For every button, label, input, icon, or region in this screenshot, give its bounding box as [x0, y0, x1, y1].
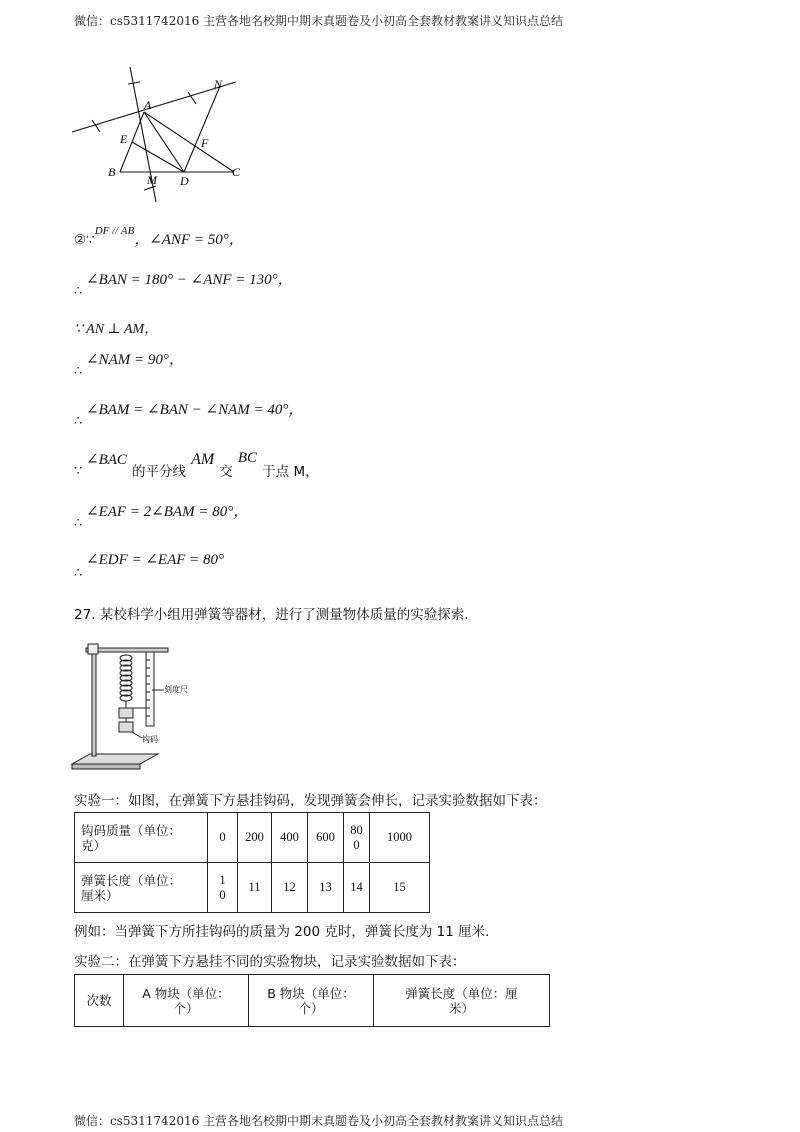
experiment-1-text: 实验一：如图，在弹簧下方悬挂钩码，发现弹簧会伸长，记录实验数据如下表： — [74, 793, 547, 809]
step-8-symbol: ∴ — [74, 566, 83, 581]
spring-apparatus-figure — [70, 634, 190, 778]
step-5-symbol: ∴ — [74, 414, 83, 429]
experiment-2-text: 实验二：在弹簧下方悬挂不同的实验物块，记录实验数据如下表： — [74, 954, 466, 970]
label-b: B — [108, 165, 116, 179]
label-n: N — [214, 77, 223, 91]
page-header: 微信：cs5311742016 主营各地名校期中期末真题卷及小初高全套教材教案讲义知识点总结 — [74, 14, 564, 28]
step-6: ∠BAC $_{的平分线}$ AM $_交$ BC $_{于点 M,}$ — [86, 450, 319, 480]
table-experiment-1 — [74, 812, 430, 913]
label-d: D — [180, 174, 189, 188]
step-2-symbol: ∴ — [74, 284, 83, 299]
step-7: ∠EAF = 2∠BAM = 80°， — [86, 504, 249, 520]
example-text: 例如：当弹簧下方所挂钩码的质量为 200 克时，弹簧长度为 11 厘米． — [74, 924, 499, 940]
step-4: ∠NAM = 90°， — [86, 352, 184, 368]
ruler-label: 刻度尺 — [164, 685, 188, 694]
page-footer: 微信：cs5311742016 主营各地名校期中期末真题卷及小初高全套教材教案讲义知识点总结 — [74, 1114, 564, 1128]
table-row: 次数 A 物块（单位： 个） B 物块（单位： 个） 弹簧长度（单位：厘 米） — [75, 975, 550, 1027]
weight-label: 钩码 — [142, 735, 158, 744]
step-7-symbol: ∴ — [74, 516, 83, 531]
table-row: 弹簧长度（单位： 厘米） 1 0 11 12 13 14 15 — [75, 863, 430, 913]
geometry-figure — [70, 62, 260, 202]
label-e: E — [120, 132, 128, 146]
step-5: ∠BAM = ∠BAN − ∠NAM = 40°， — [86, 402, 304, 418]
label-f: F — [201, 136, 209, 150]
label-a: A — [144, 98, 152, 112]
table-row: 钩码质量（单位： 克） 0 200 400 600 80 0 1000 — [75, 813, 430, 863]
step-6-symbol: ∵ — [74, 464, 83, 479]
problem-27-title: 27. 某校科学小组用弹簧等器材，进行了测量物体质量的实验探索． — [74, 607, 478, 623]
step-1: ②∵$^{DF // AB}$，∠ANF = 50°， — [74, 225, 244, 248]
label-m: M — [147, 173, 157, 187]
table-experiment-2 — [74, 974, 550, 1027]
step-2: ∠BAN = 180° − ∠ANF = 130°， — [86, 272, 293, 288]
label-c: C — [232, 165, 241, 179]
step-3: ∵ AN ⊥ AM， — [74, 322, 159, 337]
step-8: ∠EDF = ∠EAF = 80° — [86, 552, 225, 568]
step-4-symbol: ∴ — [74, 364, 83, 379]
